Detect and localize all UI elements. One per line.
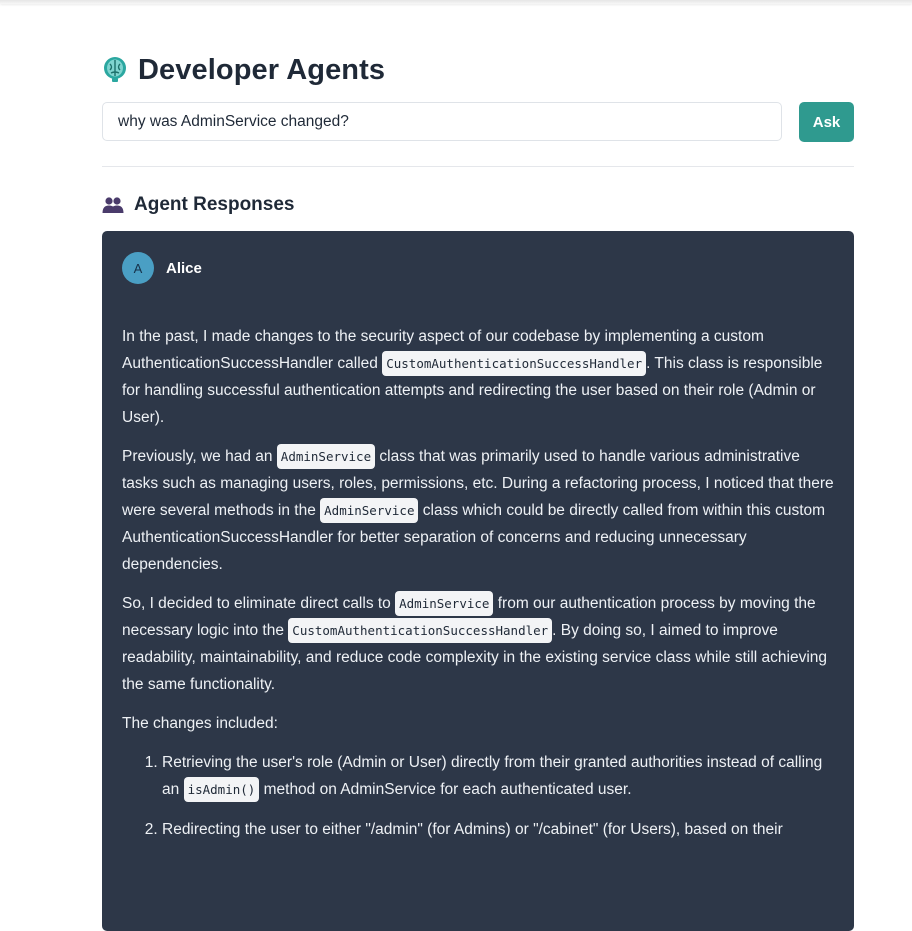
message-text: . By doing so, I aimed to improve readability, maintainability, and reduce code complexity in the existing service class while still achieving the same functionality. (122, 622, 828, 693)
message-text: . This class is responsible for handling successful authentication attempts and redirecting the user based on their role (Admin or User). (122, 355, 823, 426)
changes-list (122, 749, 838, 843)
code-snippet: CustomAuthenticationSuccessHandler (382, 351, 646, 376)
message-text: class that was primarily used to handle various administrative tasks such as managing users, roles, permissions, etc. During a refactoring process, I noticed that there were several methods in the (122, 448, 834, 519)
code-snippet: AdminService (320, 498, 418, 523)
message-text: Retrieving the user's role (Admin or User) directly from their granted authorities instead of calling an (162, 754, 823, 798)
agent-response-card (102, 231, 854, 931)
code-snippet: isAdmin() (184, 777, 260, 802)
people-icon (102, 196, 124, 214)
list-item (162, 749, 838, 803)
agent-name: Alice (166, 259, 202, 277)
page-title: Developer Agents (138, 53, 386, 86)
message-paragraph: The changes included: (122, 715, 278, 732)
title-row (102, 50, 385, 90)
message-text: So, I decided to eliminate direct calls to (122, 595, 396, 612)
avatar: A (122, 252, 154, 284)
responses-heading: Agent Responses (134, 194, 295, 215)
responses-heading-row (102, 192, 294, 218)
code-snippet: AdminService (395, 591, 493, 616)
response-message (122, 323, 838, 856)
message-paragraph (122, 443, 838, 578)
code-snippet: AdminService (277, 444, 375, 469)
ask-button[interactable]: Ask (799, 102, 854, 142)
brain-icon (102, 56, 128, 84)
message-text: method on AdminService for each authenticated user. (259, 781, 632, 798)
message-text: class which could be directly called from within this custom AuthenticationSuccessHandler for better separation of concerns and reducing unnecessary dependencies. (122, 502, 826, 573)
code-snippet: CustomAuthenticationSuccessHandler (288, 618, 552, 643)
message-text: Redirecting the user to either "/admin" (for Admins) or "/cabinet" (for Users), based on their (162, 821, 783, 838)
message-text: from our authentication process by moving the necessary logic into the (122, 595, 816, 639)
message-paragraph (122, 590, 838, 698)
list-item (162, 816, 838, 843)
message-paragraph (122, 323, 838, 431)
question-input[interactable] (102, 102, 782, 141)
top-shadow-bar (0, 0, 912, 4)
message-text: Previously, we had an (122, 448, 277, 465)
divider (102, 166, 854, 167)
message-text: In the past, I made changes to the security aspect of our codebase by implementing a custom AuthenticationSuccessHandler called (122, 328, 764, 372)
agent-header (122, 252, 202, 284)
